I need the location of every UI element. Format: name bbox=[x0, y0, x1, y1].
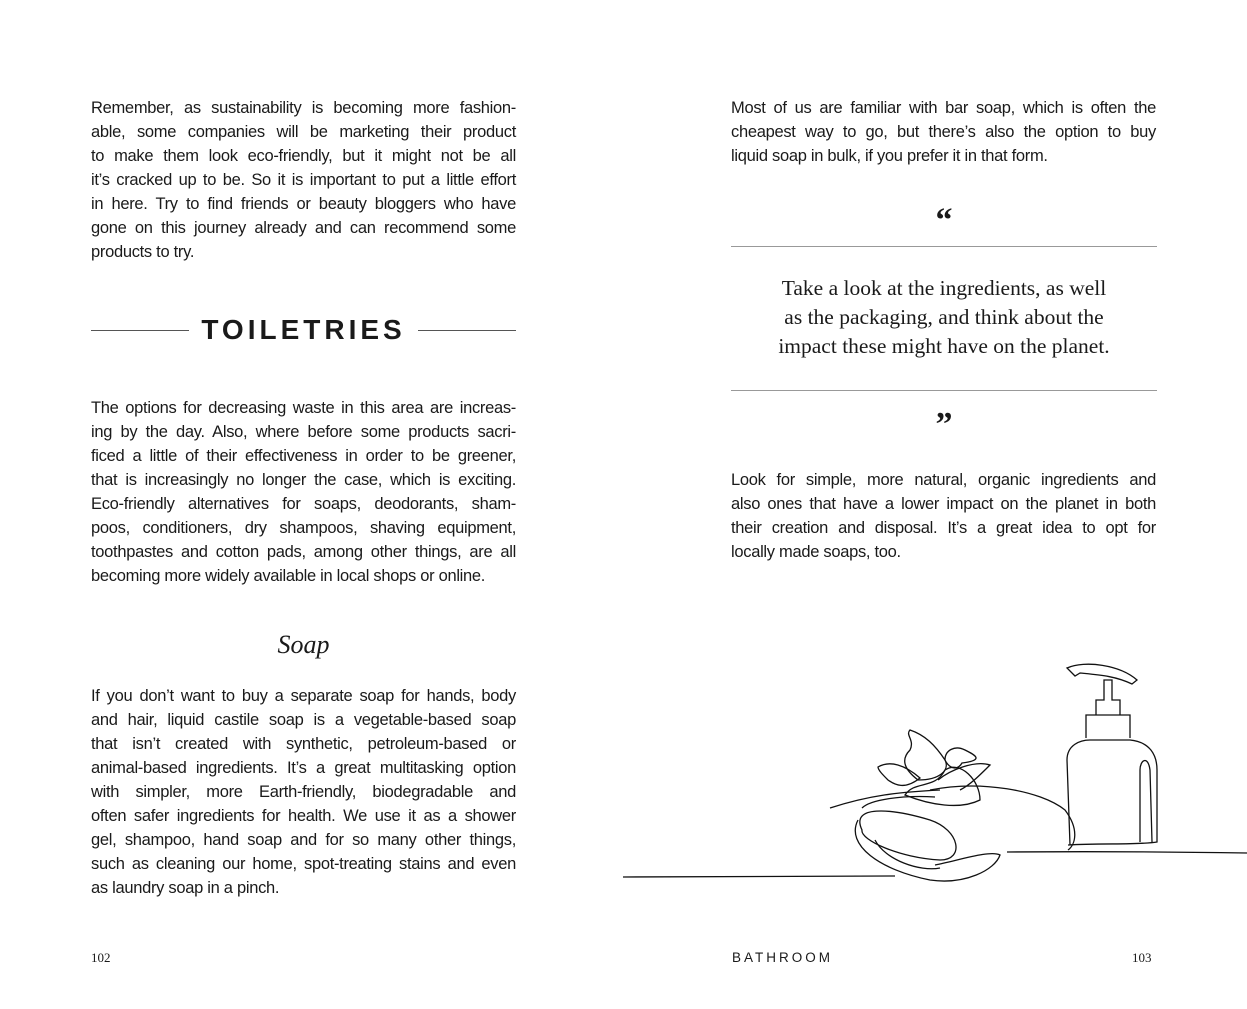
text-line: often safer ingredients for health. We use it as a shower bbox=[91, 807, 516, 825]
text-line: cheapest way to go, but there’s also the option to buy bbox=[731, 123, 1156, 141]
text-line: such as cleaning our home, spot-treating stains and even bbox=[91, 855, 516, 873]
page-number-left: 102 bbox=[91, 950, 111, 965]
text-line: able, some companies will be marketing their product bbox=[91, 123, 516, 141]
text-line: If you don’t want to buy a separate soap for hands, body bbox=[91, 687, 516, 705]
text-line: to make them look eco-friendly, but it might not be all bbox=[91, 147, 516, 165]
subheading-soap: Soap bbox=[277, 630, 330, 659]
text-line: Eco-friendly alternatives for soaps, deodorants, sham- bbox=[91, 495, 516, 513]
text-line: that is increasingly no longer the case, which is exciting. bbox=[91, 471, 516, 489]
text-line: it’s cracked up to be. So it is important to put a little effort bbox=[91, 171, 516, 189]
text-line: ficed a little of their effectiveness in order to be greener, bbox=[91, 447, 516, 465]
pull-quote-line: as the packaging, and think about the bbox=[784, 305, 1104, 329]
running-head: BATHROOM bbox=[732, 950, 833, 965]
page-number-right: 103 bbox=[1132, 950, 1152, 965]
text-line: also ones that have a lower impact on the planet in both bbox=[731, 495, 1156, 513]
text-line: Look for simple, more natural, organic ingredients and bbox=[731, 471, 1156, 489]
text-line: ing by the day. Also, where before some products sacri- bbox=[91, 423, 516, 441]
text-line: with simpler, more Earth-friendly, biodegradable and bbox=[91, 783, 516, 801]
text-line: animal-based ingredients. It’s a great multitasking option bbox=[91, 759, 516, 777]
text-line: gone on this journey already and can recommend some bbox=[91, 219, 516, 237]
text-line: that isn’t created with synthetic, petroleum-based or bbox=[91, 735, 516, 753]
text-line: Most of us are familiar with bar soap, which is often the bbox=[731, 99, 1156, 117]
text-line: and hair, liquid castile soap is a vegetable-based soap bbox=[91, 711, 516, 729]
text-line: liquid soap in bulk, if you prefer it in that form. bbox=[731, 147, 1048, 165]
heading-text: TOILETRIES bbox=[201, 314, 406, 345]
pull-quote-line: Take a look at the ingredients, as well bbox=[781, 276, 1107, 300]
text-line: locally made soaps, too. bbox=[731, 543, 901, 561]
text-line: toothpastes and cotton pads, among other things, are all bbox=[91, 543, 516, 561]
text-line: gel, shampoo, hand soap and for so many other things, bbox=[91, 831, 516, 849]
text-line: poos, conditioners, dry shampoos, shaving equipment, bbox=[91, 519, 516, 537]
text-line: The options for decreasing waste in this area are increas- bbox=[91, 399, 516, 417]
pull-quote-line: impact these might have on the planet. bbox=[778, 334, 1110, 358]
text-line: in here. Try to find friends or beauty bloggers who have bbox=[91, 195, 516, 213]
text-line: becoming more widely available in local shops or online. bbox=[91, 567, 486, 585]
text-line: their creation and disposal. It’s a great idea to opt for bbox=[731, 519, 1156, 537]
open-quote-icon: “ bbox=[935, 202, 953, 239]
text-line: as laundry soap in a pinch. bbox=[91, 879, 280, 897]
close-quote-icon: ” bbox=[935, 406, 953, 443]
text-line: Remember, as sustainability is becoming more fashion- bbox=[91, 99, 516, 117]
text-line: products to try. bbox=[91, 243, 195, 261]
